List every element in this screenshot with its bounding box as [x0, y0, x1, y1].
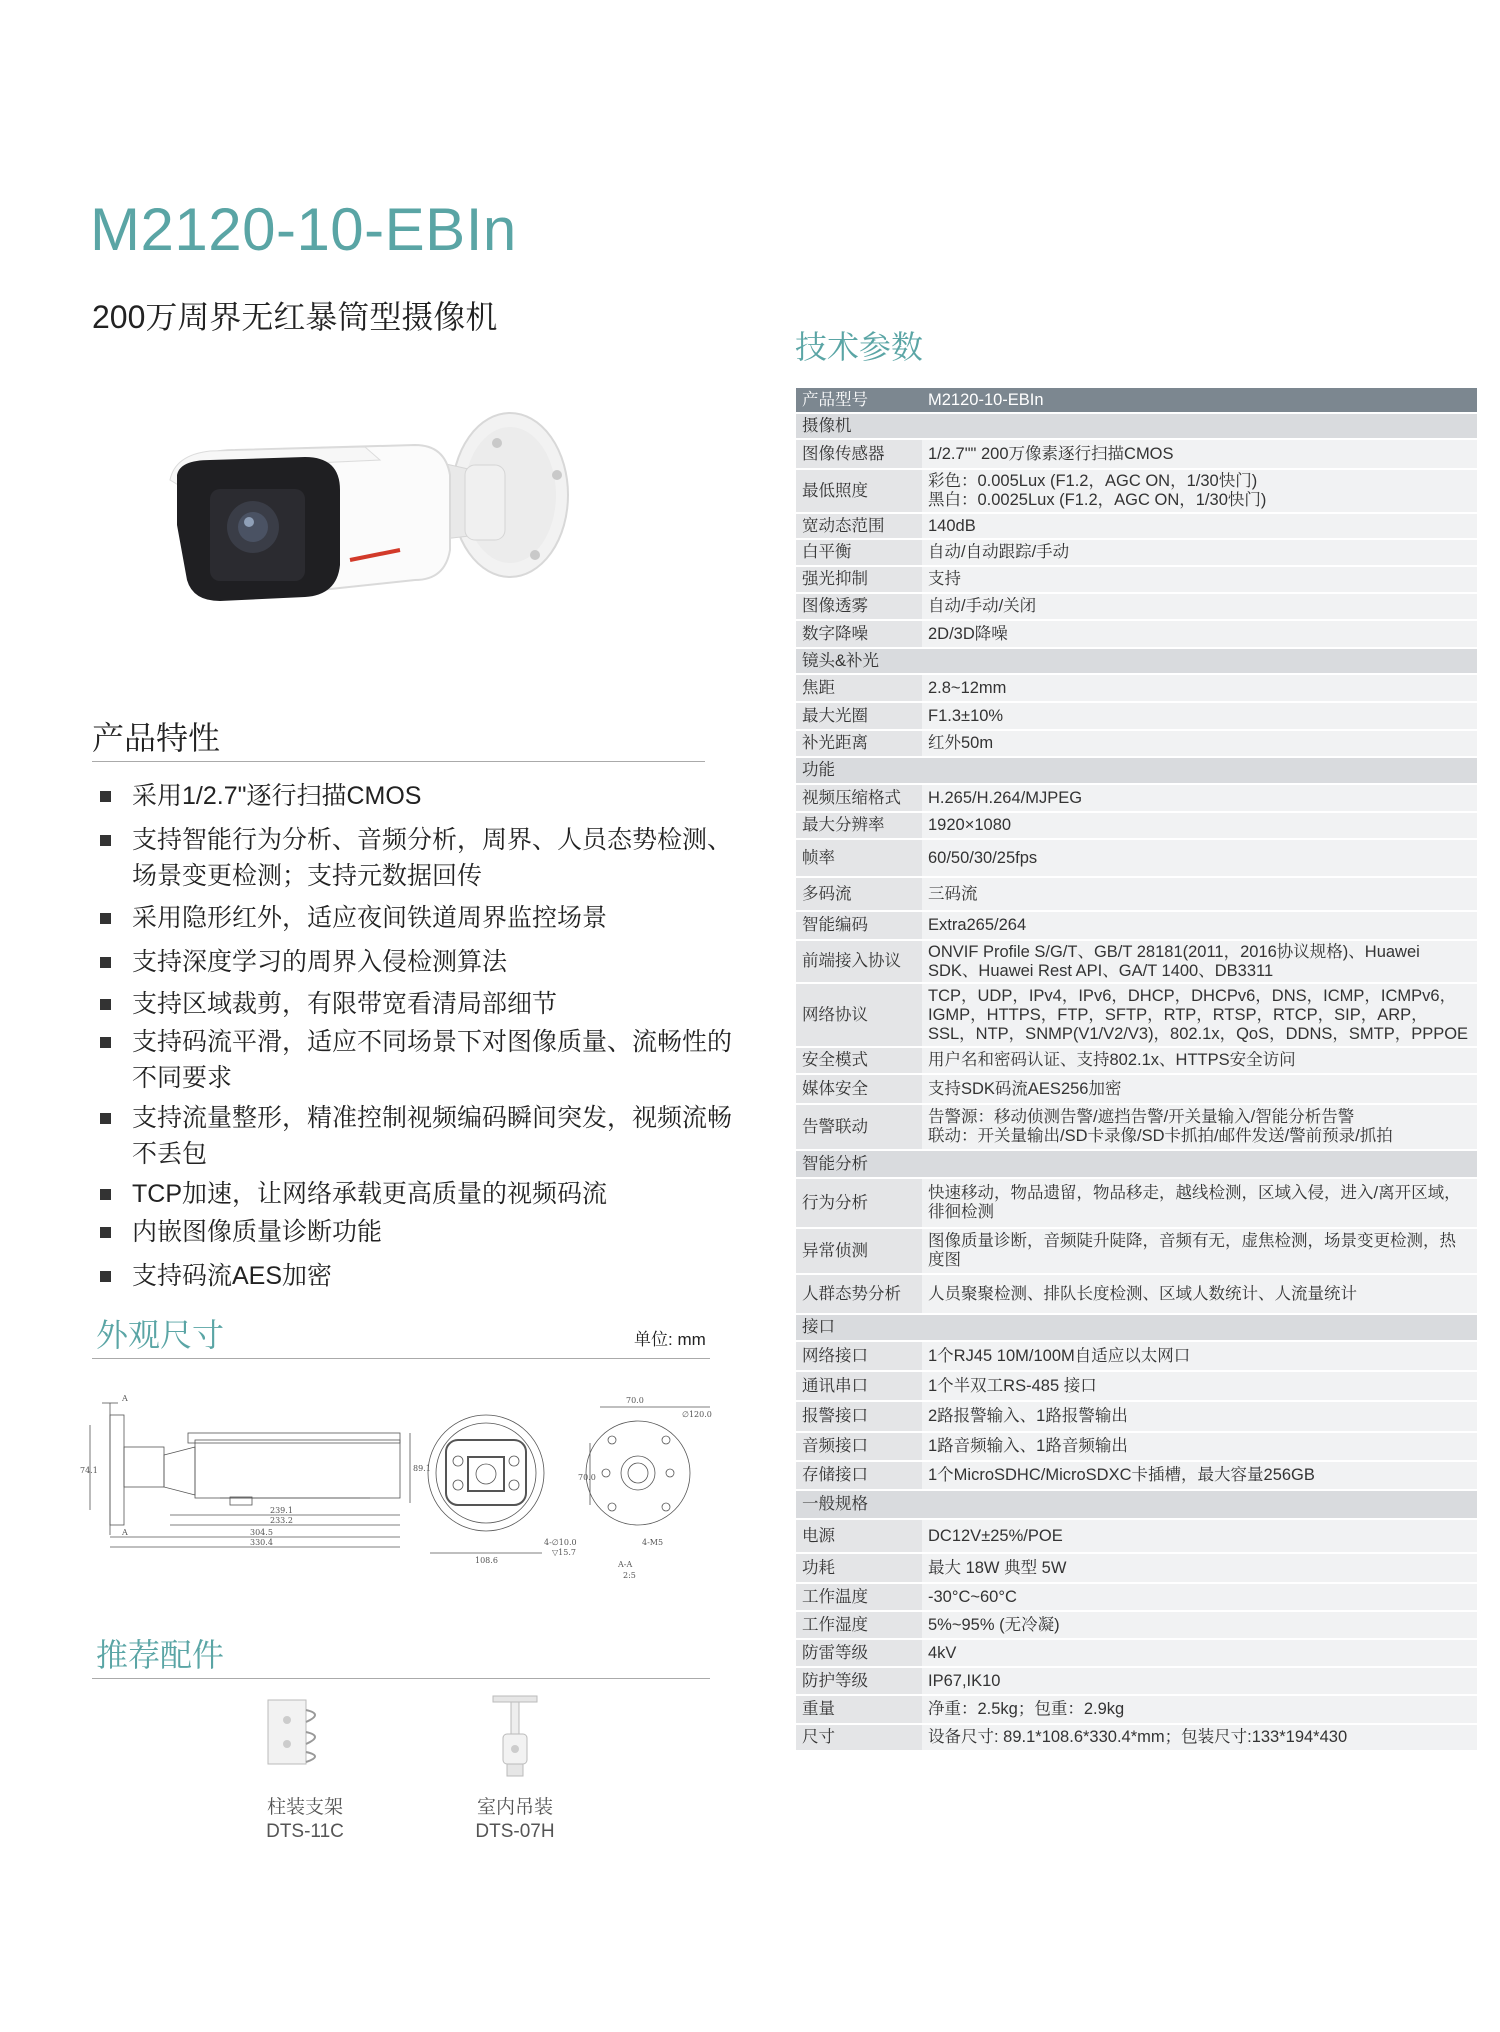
spec-row: [796, 469, 1477, 513]
features-list: [98, 778, 738, 1294]
spec-key: 报警接口: [796, 1401, 922, 1432]
feature-item: 支持码流AES加密: [98, 1258, 738, 1294]
dim-label-base-screws: 4-M5: [642, 1538, 664, 1547]
spec-value: 1个半双工RS-485 接口: [922, 1371, 1477, 1401]
spec-row: [796, 1371, 1477, 1401]
spec-row: [796, 1178, 1477, 1228]
spec-key: 前端接入协议: [796, 940, 922, 983]
dimension-drawing: [70, 1385, 750, 1585]
spec-value: 自动/自动跟踪/手动: [922, 539, 1477, 566]
feature-item: 支持区域裁剪，有限带宽看清局部细节: [98, 986, 738, 1022]
spec-category-row: [796, 757, 1477, 784]
specs-heading: 技术参数: [795, 329, 924, 365]
feature-item: 支持智能行为分析、音频分析，周界、人员态势检测、场景变更检测；支持元数据回传: [98, 822, 738, 894]
spec-key: 通讯串口: [796, 1371, 922, 1401]
spec-key: 产品型号: [796, 388, 922, 413]
accessories-divider: [92, 1678, 710, 1679]
spec-key: 最大分辨率: [796, 812, 922, 839]
spec-value: IP67,IK10: [922, 1667, 1477, 1695]
spec-key: 行为分析: [796, 1178, 922, 1228]
dim-label-len-1: 239.1: [270, 1506, 293, 1515]
spec-row: [796, 1461, 1477, 1490]
dimensions-unit: 单位: mm: [634, 1330, 706, 1349]
spec-key: 白平衡: [796, 539, 922, 566]
spec-category-label: 接口: [796, 1314, 1477, 1341]
dim-label-base-holes: 4-∅10.0: [544, 1538, 577, 1547]
spec-value: 140dB: [922, 513, 1477, 539]
camera-product-image: [165, 405, 615, 635]
pole-bracket-image: [262, 1692, 332, 1772]
spec-row: [796, 1553, 1477, 1583]
spec-value: 快速移动，物品遗留，物品移走，越线检测，区域入侵，进入/离开区域，徘徊检测: [922, 1178, 1477, 1228]
features-divider: [92, 761, 705, 762]
spec-value: 2D/3D降噪: [922, 620, 1477, 648]
spec-row: [796, 1274, 1477, 1314]
spec-row: [796, 593, 1477, 620]
spec-row: [796, 730, 1477, 757]
feature-item: 采用隐形红外，适应夜间铁道周界监控场景: [98, 900, 738, 936]
spec-key: 工作湿度: [796, 1611, 922, 1639]
spec-value: 彩色：0.005Lux (F1.2，AGC ON，1/30快门) 黑白：0.0025Lux (F1.2，AGC ON，1/30快门): [922, 469, 1477, 513]
spec-row: [796, 566, 1477, 593]
spec-value: M2120-10-EBIn: [922, 388, 1477, 413]
spec-key: 人群态势分析: [796, 1274, 922, 1314]
dim-label-a-top: A: [122, 1394, 128, 1403]
spec-row: [796, 1639, 1477, 1667]
spec-value: H.265/H.264/MJPEG: [922, 784, 1477, 812]
spec-row: [796, 1667, 1477, 1695]
product-model-title: M2120-10-EBIn: [90, 196, 517, 263]
dim-label-len-3: 304.5: [250, 1528, 273, 1537]
spec-value: 60/50/30/25fps: [922, 839, 1477, 877]
spec-row: [796, 1341, 1477, 1371]
spec-key: 功耗: [796, 1553, 922, 1583]
spec-category-row: [796, 1150, 1477, 1178]
spec-value: DC12V±25%/POE: [922, 1519, 1477, 1553]
spec-key: 宽动态范围: [796, 513, 922, 539]
dim-label-base-side: 70.0: [578, 1473, 596, 1482]
spec-value: 三码流: [922, 877, 1477, 911]
spec-value: 1个MicroSDHC/MicroSDXC卡插槽，最大容量256GB: [922, 1461, 1477, 1490]
spec-row: [796, 983, 1477, 1047]
accessory-1-name: 柱装支架: [266, 1797, 343, 1818]
ceiling-mount-image: [485, 1692, 545, 1782]
spec-row: [796, 388, 1477, 413]
spec-value: 自动/手动/关闭: [922, 593, 1477, 620]
feature-item: 支持流量整形，精准控制视频编码瞬间突发，视频流畅不丢包: [98, 1100, 738, 1172]
spec-row: [796, 812, 1477, 839]
spec-value: 净重：2.5kg；包重：2.9kg: [922, 1695, 1477, 1724]
spec-value: 5%~95% (无冷凝): [922, 1611, 1477, 1639]
dim-label-front-width: 108.6: [475, 1556, 498, 1565]
spec-key: 防护等级: [796, 1667, 922, 1695]
spec-key: 音频接口: [796, 1432, 922, 1461]
dim-label-scale: 2:5: [623, 1571, 636, 1580]
dimensions-divider: [92, 1358, 710, 1359]
feature-item: 采用1/2.7"逐行扫描CMOS: [98, 778, 738, 814]
spec-value: 用户名和密码认证、支持802.1x、HTTPS安全访问: [922, 1047, 1477, 1074]
spec-key: 强光抑制: [796, 566, 922, 593]
spec-category-row: [796, 1314, 1477, 1341]
spec-value: 1个RJ45 10M/100M自适应以太网口: [922, 1341, 1477, 1371]
spec-key: 网络协议: [796, 983, 922, 1047]
spec-key: 尺寸: [796, 1724, 922, 1751]
accessories-heading: 推荐配件: [96, 1637, 225, 1673]
specs-table: [796, 388, 1477, 1752]
spec-row: [796, 877, 1477, 911]
dim-label-len-4: 330.4: [250, 1538, 273, 1547]
spec-key: 视频压缩格式: [796, 784, 922, 812]
spec-key: 电源: [796, 1519, 922, 1553]
spec-key: 网络接口: [796, 1341, 922, 1371]
dimensions-heading: 外观尺寸: [96, 1317, 225, 1353]
feature-item: 支持深度学习的周界入侵检测算法: [98, 944, 738, 980]
spec-value: 最大 18W 典型 5W: [922, 1553, 1477, 1583]
spec-row: [796, 1583, 1477, 1611]
product-subtitle: 200万周界无红暴筒型摄像机: [92, 299, 498, 335]
accessory-2-model: DTS-07H: [475, 1821, 555, 1842]
spec-row: [796, 1724, 1477, 1751]
spec-row: [796, 539, 1477, 566]
spec-row: [796, 1611, 1477, 1639]
spec-key: 图像传感器: [796, 439, 922, 469]
feature-item: TCP加速，让网络承载更高质量的视频码流: [98, 1176, 738, 1212]
dim-label-height-body: 89.1: [413, 1464, 431, 1473]
features-heading: 产品特性: [92, 720, 221, 756]
dim-label-height-mount: 74.1: [80, 1466, 98, 1475]
spec-key: 多码流: [796, 877, 922, 911]
spec-category-label: 摄像机: [796, 413, 1477, 439]
dim-label-section: A-A: [618, 1560, 633, 1569]
spec-value: 1路音频输入、1路音频输出: [922, 1432, 1477, 1461]
dim-label-base-dia: ∅120.0: [682, 1410, 712, 1419]
spec-row: [796, 1519, 1477, 1553]
spec-row: [796, 1074, 1477, 1104]
front-view-drawing: [428, 1415, 544, 1553]
spec-category-label: 一般规格: [796, 1490, 1477, 1519]
spec-key: 媒体安全: [796, 1074, 922, 1104]
spec-key: 异常侦测: [796, 1228, 922, 1274]
spec-row: [796, 439, 1477, 469]
dim-label-base-depth: ▽15.7: [552, 1548, 576, 1557]
spec-value: 支持SDK码流AES256加密: [922, 1074, 1477, 1104]
spec-row: [796, 674, 1477, 702]
spec-row: [796, 1401, 1477, 1432]
spec-category-row: [796, 413, 1477, 439]
spec-value: -30°C~60°C: [922, 1583, 1477, 1611]
side-view-drawing: [90, 1403, 410, 1547]
spec-value: 人员聚聚检测、排队长度检测、区域人数统计、人流量统计: [922, 1274, 1477, 1314]
spec-value: 4kV: [922, 1639, 1477, 1667]
spec-value: 支持: [922, 566, 1477, 593]
spec-row: [796, 911, 1477, 940]
spec-value: 1920×1080: [922, 812, 1477, 839]
spec-row: [796, 839, 1477, 877]
spec-key: 焦距: [796, 674, 922, 702]
dim-label-a-bottom: A: [122, 1528, 128, 1537]
feature-item: 支持码流平滑，适应不同场景下对图像质量、流畅性的不同要求: [98, 1024, 738, 1096]
spec-row: [796, 1104, 1477, 1150]
spec-key: 工作温度: [796, 1583, 922, 1611]
spec-category-label: 智能分析: [796, 1150, 1477, 1178]
spec-value: F1.3±10%: [922, 702, 1477, 730]
spec-row: [796, 1695, 1477, 1724]
spec-value: Extra265/264: [922, 911, 1477, 940]
spec-row: [796, 620, 1477, 648]
spec-key: 数字降噪: [796, 620, 922, 648]
accessory-1-model: DTS-11C: [266, 1821, 344, 1842]
spec-row: [796, 702, 1477, 730]
spec-key: 补光距离: [796, 730, 922, 757]
spec-row: [796, 940, 1477, 983]
spec-value: 设备尺寸: 89.1*108.6*330.4*mm；包装尺寸:133*194*430: [922, 1724, 1477, 1751]
spec-row: [796, 1047, 1477, 1074]
dim-label-len-2: 233.2: [270, 1516, 293, 1525]
spec-value: ONVIF Profile S/G/T、GB/T 28181(2011，2016协议规格)、Huawei SDK、Huawei Rest API、GA/T 1400、DB3311: [922, 940, 1477, 983]
base-view-drawing: [586, 1407, 710, 1525]
spec-value: 2路报警输入、1路报警输出: [922, 1401, 1477, 1432]
spec-key: 帧率: [796, 839, 922, 877]
spec-row: [796, 513, 1477, 539]
spec-value: 告警源：移动侦测告警/遮挡告警/开关量输入/智能分析告警 联动：开关量输出/SD卡录像/SD卡抓拍/邮件发送/警前预录/抓拍: [922, 1104, 1477, 1150]
spec-key: 防雷等级: [796, 1639, 922, 1667]
spec-value: 2.8~12mm: [922, 674, 1477, 702]
spec-row: [796, 1228, 1477, 1274]
dim-label-base-top: 70.0: [626, 1396, 644, 1405]
spec-key: 图像透雾: [796, 593, 922, 620]
spec-category-label: 功能: [796, 757, 1477, 784]
spec-category-row: [796, 1490, 1477, 1519]
spec-category-label: 镜头&补光: [796, 648, 1477, 674]
spec-key: 最低照度: [796, 469, 922, 513]
spec-key: 重量: [796, 1695, 922, 1724]
spec-key: 告警联动: [796, 1104, 922, 1150]
spec-key: 最大光圈: [796, 702, 922, 730]
spec-key: 安全模式: [796, 1047, 922, 1074]
spec-value: 1/2.7"" 200万像素逐行扫描CMOS: [922, 439, 1477, 469]
accessory-2-name: 室内吊装: [476, 1797, 553, 1818]
spec-value: 红外50m: [922, 730, 1477, 757]
spec-row: [796, 784, 1477, 812]
spec-category-row: [796, 648, 1477, 674]
spec-value: 图像质量诊断，音频陡升陡降，音频有无，虚焦检测，场景变更检测，热度图: [922, 1228, 1477, 1274]
feature-item: 内嵌图像质量诊断功能: [98, 1214, 738, 1250]
spec-value: TCP，UDP，IPv4，IPv6，DHCP，DHCPv6，DNS，ICMP，ICMPv6，IGMP，HTTPS，FTP，SFTP，RTP，RTSP，RTCP，SIP，ARP，SSL，NTP，SNMP(V1/V2/V3)，802.1x，QoS，DDNS，SMTP，PPPOE: [922, 983, 1477, 1047]
spec-key: 智能编码: [796, 911, 922, 940]
spec-key: 存储接口: [796, 1461, 922, 1490]
spec-row: [796, 1432, 1477, 1461]
